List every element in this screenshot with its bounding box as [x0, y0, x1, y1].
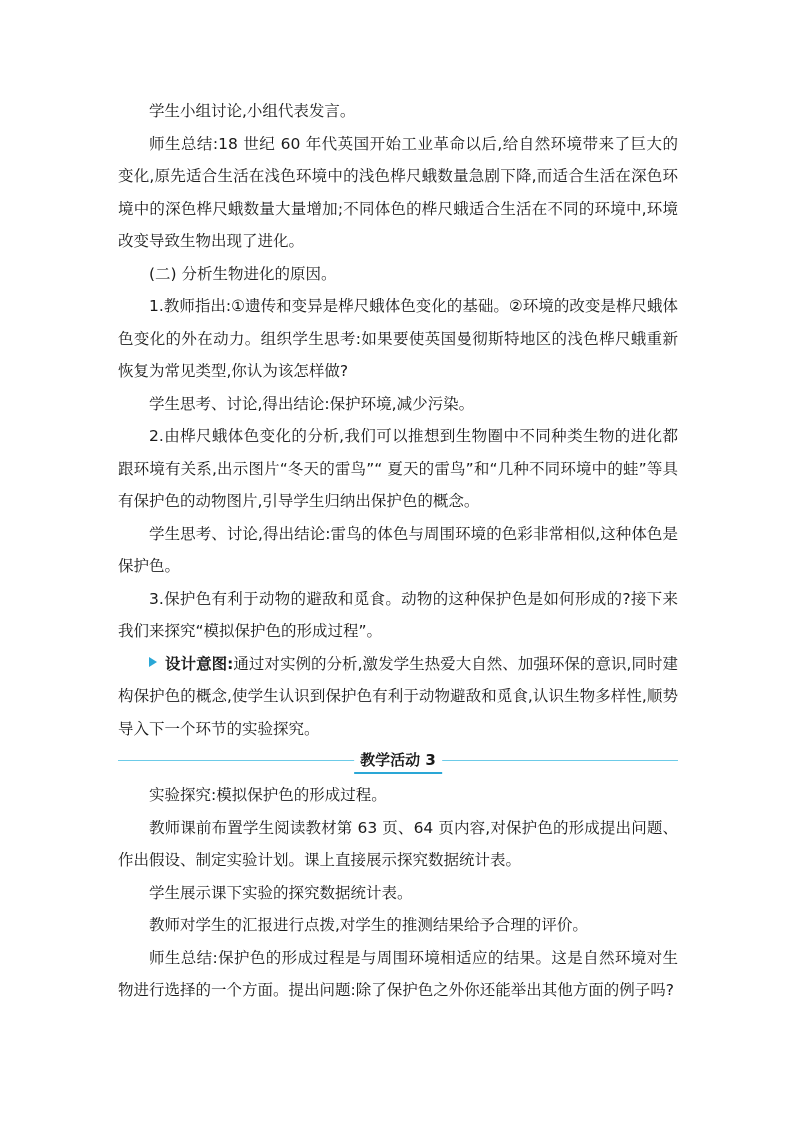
design-intent-note — [118, 648, 678, 746]
paragraph-teacher-summary: 师生总结:18 世纪 60 年代英国开始工业革命以后,给自然环境带来了巨大的变化,原先适合生活在浅色环境中的浅色桦尺蛾数量急剧下降,而适合生活在深色环境中的深色桦尺蛾数量大量增加;不同体色的桦尺蛾适合生活在不同的环境中,环境改变导致生物出现了进化。 — [118, 134, 678, 250]
section-title: 教学活动 3 — [354, 748, 442, 774]
paragraph-student-conclusion-1: 学生思考、讨论,得出结论:保护环境,减少污染。 — [149, 394, 475, 413]
document-body — [118, 95, 678, 1007]
paragraph-teacher-feedback: 教师对学生的汇报进行点拨,对学生的推测结果给予合理的评价。 — [149, 916, 588, 934]
paragraph-experiment-title: 实验探究:模拟保护色的形成过程。 — [149, 786, 387, 804]
triangle-bullet-icon — [149, 657, 157, 667]
subheading-evolution-causes: (二) 分析生物进化的原因。 — [149, 264, 337, 283]
paragraph-protective-color-intro: 2.由桦尺蛾体色变化的分析,我们可以推想到生物圈中不同种类生物的进化都跟环境有关系,出示图片“冬天的雷鸟”“ 夏天的雷鸟”和“几种不同环境中的蛙”等具有保护色的动物图片,引导学生归纳出保护色的概念。 — [118, 427, 678, 510]
paragraph-student-present: 学生展示课下实验的探究数据统计表。 — [149, 883, 413, 902]
paragraph-final-summary: 师生总结:保护色的形成过程是与周围环境相适应的结果。这是自然环境对生物进行选择的一个方面。提出问题:除了保护色之外你还能举出其他方面的例子吗? — [118, 948, 678, 999]
design-intent-label: 设计意图: — [165, 654, 234, 673]
paragraph-group-discussion: 学生小组讨论,小组代表发言。 — [149, 102, 356, 120]
paragraph-protective-color-question: 3.保护色有利于动物的避敌和觅食。动物的这种保护色是如何形成的?接下来我们来探究“模拟保护色的形成过程”。 — [118, 589, 678, 640]
design-intent-text: 通过对实例的分析,激发学生热爱大自然、加强环保的意识,同时建构保护色的概念,使学生认识到保护色有利于动物避敌和觅食,认识生物多样性,顺势导入下一个环节的实验探究。 — [118, 654, 679, 738]
paragraph-teacher-assignment: 教师课前布置学生阅读教材第 63 页、64 页内容,对保护色的形成提出问题、作出假设、制定实验计划。课上直接展示探究数据统计表。 — [118, 818, 678, 869]
section-divider — [118, 747, 678, 775]
paragraph-student-conclusion-2: 学生思考、讨论,得出结论:雷鸟的体色与周围环境的色彩非常相似,这种体色是保护色。 — [118, 524, 678, 575]
paragraph-teacher-points: 1.教师指出:①遗传和变异是桦尺蛾体色变化的基础。②环境的改变是桦尺蛾体色变化的外在动力。组织学生思考:如果要使英国曼彻斯特地区的浅色桦尺蛾重新恢复为常见类型,你认为该怎样做? — [118, 297, 678, 380]
